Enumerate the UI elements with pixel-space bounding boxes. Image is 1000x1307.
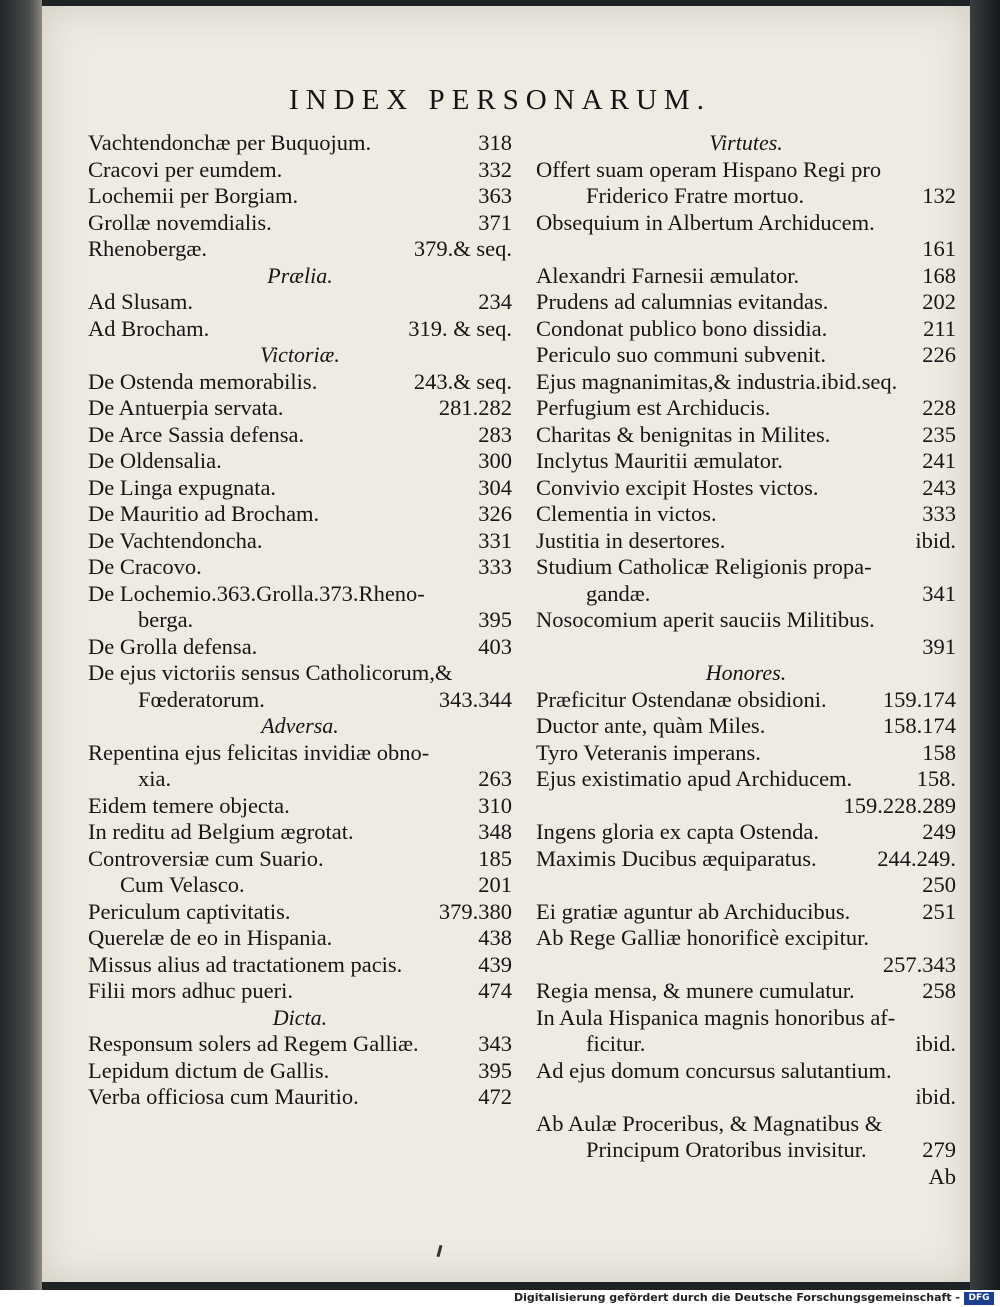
- entry-page-number: 241: [922, 448, 956, 473]
- entry-page-number: 243: [922, 474, 956, 500]
- entry-text: Querelæ de eo in Hispania.: [88, 925, 333, 950]
- entry-page-number: Ab: [928, 1163, 956, 1189]
- entry-text: Cracovi per eumdem.: [88, 156, 283, 182]
- entry-page-number: 318: [478, 130, 512, 155]
- entry-text: Filii mors adhuc pueri.: [88, 978, 293, 1003]
- entry-page-number: 158.174: [882, 713, 956, 738]
- entry-page-number: 363: [478, 183, 512, 208]
- entry-text: Periculum captivitatis.: [88, 898, 291, 924]
- index-entry: [88, 978, 512, 1005]
- entry-page-number: 258: [922, 978, 956, 1003]
- entry-text: Ad Brocham.: [88, 315, 210, 341]
- entry-text: Ejus existimatio apud Archiducem.: [536, 766, 853, 791]
- index-entry: [88, 528, 512, 555]
- entry-text: Ab Rege Galliæ honorificè excipitur.: [536, 925, 870, 950]
- index-entry: [88, 501, 512, 528]
- section-heading-text: Virtutes.: [709, 130, 783, 155]
- entry-text: Repentina ejus felicitas invidiæ obno-: [88, 739, 430, 765]
- index-entry: [536, 634, 956, 661]
- index-entry: [536, 740, 956, 767]
- entry-text: Ei gratiæ aguntur ab Archiducibus.: [536, 898, 851, 924]
- index-entry: [88, 766, 512, 793]
- index-entry: [536, 210, 956, 237]
- index-entry: [536, 819, 956, 846]
- section-heading: [88, 342, 512, 369]
- entry-page-number: 249: [922, 819, 956, 844]
- index-entry: [536, 475, 956, 502]
- index-entry: [536, 766, 956, 793]
- index-entry: [536, 1164, 956, 1191]
- index-entry: [88, 952, 512, 979]
- entry-text: De Oldensalia.: [88, 448, 222, 473]
- entry-text: Charitas & benignitas in Milites.: [536, 421, 831, 447]
- entry-text: Ejus magnanimitas,& industria.ibid.seq.: [536, 368, 898, 394]
- entry-page-number: 304: [478, 474, 512, 500]
- section-heading: [88, 263, 512, 290]
- index-entry: [88, 395, 512, 422]
- entry-page-number: 348: [478, 819, 512, 844]
- entry-page-number: 159.174: [882, 686, 956, 712]
- entry-page-number: 185: [478, 845, 512, 871]
- index-entry: [536, 422, 956, 449]
- funding-credit: Digitalisierung gefördert durch die Deutsche Forschungsgemeinschaft -: [513, 1291, 960, 1304]
- entry-text: De Grolla defensa.: [88, 633, 258, 659]
- index-entry: [88, 369, 512, 396]
- entry-page-number: 281.282: [438, 395, 512, 420]
- entry-text: Prudens ad calumnias evitandas.: [536, 289, 829, 314]
- index-entry: [536, 1058, 956, 1085]
- entry-page-number: 439: [478, 951, 512, 977]
- index-entry: [88, 660, 512, 687]
- entry-text: Alexandri Farnesii æmulator.: [536, 262, 800, 288]
- index-column-right: [536, 130, 956, 1190]
- entry-page-number: 371: [478, 209, 512, 235]
- entry-text: Lepidum dictum de Gallis.: [88, 1057, 330, 1083]
- entry-page-number: 244.249.: [877, 845, 956, 871]
- index-entry: [536, 1005, 956, 1032]
- footer-bar: [0, 1290, 1000, 1307]
- entry-page-number: 379.& seq.: [413, 236, 512, 261]
- index-entry: [536, 528, 956, 555]
- entry-text: De Lochemio.363.Grolla.373.Rheno-: [88, 580, 425, 606]
- index-entry: [536, 687, 956, 714]
- entry-text: Rhenobergæ.: [88, 236, 207, 261]
- section-heading-text: Honores.: [705, 660, 787, 685]
- entry-text: Tyro Veteranis imperans.: [536, 739, 761, 765]
- index-entry: [536, 846, 956, 873]
- page-edge-left: [0, 0, 42, 1290]
- index-entry: [536, 289, 956, 316]
- index-entry: [88, 554, 512, 581]
- index-entry: [88, 793, 512, 820]
- entry-page-number: 379.380: [438, 898, 512, 924]
- dfg-logo: DFG: [964, 1292, 994, 1305]
- section-heading: [88, 713, 512, 740]
- entry-text: xia.: [138, 766, 172, 791]
- entry-page-number: 279: [922, 1137, 956, 1162]
- index-entry: [88, 819, 512, 846]
- index-entry: [536, 369, 956, 396]
- section-heading: [88, 1005, 512, 1032]
- entry-page-number: 438: [478, 925, 512, 950]
- entry-text: Ab Aulæ Proceribus, & Magnatibus &: [536, 1110, 883, 1136]
- entry-page-number: ibid.: [915, 527, 956, 553]
- index-entry: [88, 157, 512, 184]
- section-heading-text: Victoriæ.: [260, 342, 340, 367]
- entry-text: Studium Catholicæ Religionis propa-: [536, 554, 872, 579]
- entry-text: Ductor ante, quàm Miles.: [536, 713, 766, 738]
- entry-page-number: 343.344: [438, 686, 512, 712]
- index-entry: [536, 1031, 956, 1058]
- entry-text: Ad ejus domum concursus salutantium.: [536, 1057, 892, 1083]
- index-entry: [536, 263, 956, 290]
- entry-page-number: 234: [478, 289, 512, 314]
- entry-text: Missus alius ad tractationem pacis.: [88, 951, 403, 977]
- entry-page-number: 132: [922, 183, 956, 208]
- entry-text: Friderico Fratre mortuo.: [586, 183, 805, 208]
- index-entry: [88, 925, 512, 952]
- entry-page-number: 403: [478, 633, 512, 659]
- entry-text: De Ostenda memorabilis.: [88, 368, 318, 394]
- entry-text: Grollæ novemdialis.: [88, 209, 272, 235]
- index-entry: [536, 899, 956, 926]
- entry-text: Convivio excipit Hostes victos.: [536, 474, 819, 500]
- entry-page-number: 158.: [916, 766, 956, 791]
- index-entry: [536, 395, 956, 422]
- entry-text: De Vachtendoncha.: [88, 527, 263, 553]
- entry-page-number: 235: [922, 421, 956, 447]
- index-entry: [536, 925, 956, 952]
- index-entry: [536, 1111, 956, 1138]
- entry-text: Justitia in desertores.: [536, 527, 726, 553]
- index-entry: [88, 740, 512, 767]
- entry-page-number: 251: [922, 898, 956, 924]
- entry-text: Periculo suo communi subvenit.: [536, 342, 826, 367]
- entry-page-number: 226: [922, 342, 956, 367]
- entry-text: Vachtendonchæ per Buquojum.: [88, 130, 372, 155]
- entry-text: ficitur.: [586, 1031, 646, 1056]
- entry-page-number: 333: [478, 554, 512, 579]
- index-entry: [88, 475, 512, 502]
- index-entry: [536, 1084, 956, 1111]
- index-entry: [88, 448, 512, 475]
- entry-page-number: 257.343: [882, 951, 956, 977]
- index-entry: [536, 236, 956, 263]
- entry-text: gandæ.: [586, 580, 651, 606]
- page-header: INDEX PERSONARUM.: [289, 84, 711, 116]
- section-heading: [536, 130, 956, 157]
- entry-text: In Aula Hispanica magnis honoribus af-: [536, 1004, 896, 1030]
- entry-page-number: ibid.: [915, 1084, 956, 1109]
- index-entry: [536, 183, 956, 210]
- index-entry: [88, 872, 512, 899]
- entry-page-number: 250: [922, 872, 956, 897]
- index-entry: [536, 342, 956, 369]
- index-entry: [88, 183, 512, 210]
- entry-page-number: 243.& seq.: [413, 368, 512, 394]
- entry-page-number: 395: [478, 1057, 512, 1083]
- entry-text: Responsum solers ad Regem Galliæ.: [88, 1031, 419, 1056]
- entry-text: Præficitur Ostendanæ obsidioni.: [536, 686, 827, 712]
- entry-page-number: 263: [478, 766, 512, 791]
- index-entry: [88, 1031, 512, 1058]
- entry-text: Verba officiosa cum Mauritio.: [88, 1084, 359, 1109]
- entry-text: De ejus victoriis sensus Catholicorum,&: [88, 660, 453, 685]
- entry-text: Maximis Ducibus æquiparatus.: [536, 845, 817, 871]
- entry-text: Perfugium est Archiducis.: [536, 395, 771, 420]
- entry-page-number: 341: [922, 580, 956, 606]
- section-heading-text: Dicta.: [272, 1004, 328, 1030]
- entry-text: Obsequium in Albertum Archiducem.: [536, 209, 875, 235]
- index-entry: [88, 236, 512, 263]
- index-entry: [88, 581, 512, 608]
- index-entry: [88, 316, 512, 343]
- entry-text: Principum Oratoribus invisitur.: [586, 1137, 867, 1162]
- entry-text: Controversiæ cum Suario.: [88, 845, 324, 871]
- section-heading-text: Adversa.: [261, 713, 339, 738]
- index-entry: [536, 872, 956, 899]
- index-entry: [536, 157, 956, 184]
- entry-page-number: 161: [922, 236, 956, 261]
- index-entry: [88, 130, 512, 157]
- index-entry: [88, 899, 512, 926]
- entry-page-number: 472: [478, 1084, 512, 1109]
- entry-page-number: 474: [478, 978, 512, 1003]
- entry-text: Clementia in victos.: [536, 501, 717, 526]
- entry-page-number: 283: [478, 421, 512, 447]
- entry-text: De Linga expugnata.: [88, 474, 277, 500]
- index-entry: [536, 554, 956, 581]
- entry-page-number: 333: [922, 501, 956, 526]
- entry-text: Eidem temere objecta.: [88, 792, 290, 818]
- page-edge-right: [970, 0, 1000, 1290]
- index-entry: [536, 952, 956, 979]
- entry-text: De Arce Sassia defensa.: [88, 421, 305, 447]
- entry-text: Condonat publico bono dissidia.: [536, 315, 828, 341]
- entry-page-number: 319. & seq.: [408, 315, 512, 341]
- index-entry: [88, 422, 512, 449]
- section-heading-text: Prælia.: [267, 262, 333, 288]
- entry-page-number: 343: [478, 1031, 512, 1056]
- entry-text: Cum Velasco.: [120, 872, 245, 897]
- entry-page-number: 158: [922, 739, 956, 765]
- index-entry: [536, 713, 956, 740]
- entry-text: Ad Slusam.: [88, 289, 194, 314]
- entry-text: Ingens gloria ex capta Ostenda.: [536, 819, 820, 844]
- entry-text: Regia mensa, & munere cumulatur.: [536, 978, 855, 1003]
- entry-page-number: 168: [922, 262, 956, 288]
- entry-text: De Cracovo.: [88, 554, 202, 579]
- index-entry: [88, 846, 512, 873]
- index-entry: [536, 448, 956, 475]
- entry-text: Nosocomium aperit sauciis Militibus.: [536, 607, 875, 632]
- entry-page-number: 332: [478, 156, 512, 182]
- index-entry: [536, 501, 956, 528]
- index-entry: [88, 289, 512, 316]
- section-heading: [536, 660, 956, 687]
- entry-text: Offert suam operam Hispano Regi pro: [536, 156, 882, 182]
- index-entry: [88, 1058, 512, 1085]
- entry-text: Inclytus Mauritii æmulator.: [536, 448, 783, 473]
- entry-page-number: 202: [922, 289, 956, 314]
- entry-page-number: 159.228.289: [843, 792, 956, 818]
- index-entry: [88, 634, 512, 661]
- entry-page-number: 331: [478, 527, 512, 553]
- index-entry: [536, 316, 956, 343]
- entry-text: De Antuerpia servata.: [88, 395, 284, 420]
- entry-page-number: 310: [478, 792, 512, 818]
- index-entry: [88, 687, 512, 714]
- index-entry: [88, 210, 512, 237]
- index-entry: [536, 793, 956, 820]
- index-entry: [88, 1084, 512, 1111]
- index-entry: [536, 581, 956, 608]
- entry-page-number: 211: [923, 315, 956, 341]
- index-column-left: [88, 130, 512, 1111]
- entry-text: Fœderatorum.: [138, 686, 265, 712]
- entry-page-number: 395: [478, 607, 512, 632]
- entry-text: De Mauritio ad Brocham.: [88, 501, 320, 526]
- entry-text: berga.: [138, 607, 194, 632]
- entry-text: Lochemii per Borgiam.: [88, 183, 299, 208]
- entry-page-number: ibid.: [915, 1031, 956, 1056]
- index-entry: [536, 607, 956, 634]
- entry-page-number: 201: [478, 872, 512, 897]
- index-entry: [88, 607, 512, 634]
- entry-text: In reditu ad Belgium ægrotat.: [88, 819, 354, 844]
- entry-page-number: 326: [478, 501, 512, 526]
- entry-page-number: 228: [922, 395, 956, 420]
- entry-page-number: 391: [922, 633, 956, 659]
- index-entry: [536, 1137, 956, 1164]
- index-entry: [536, 978, 956, 1005]
- entry-page-number: 300: [478, 448, 512, 473]
